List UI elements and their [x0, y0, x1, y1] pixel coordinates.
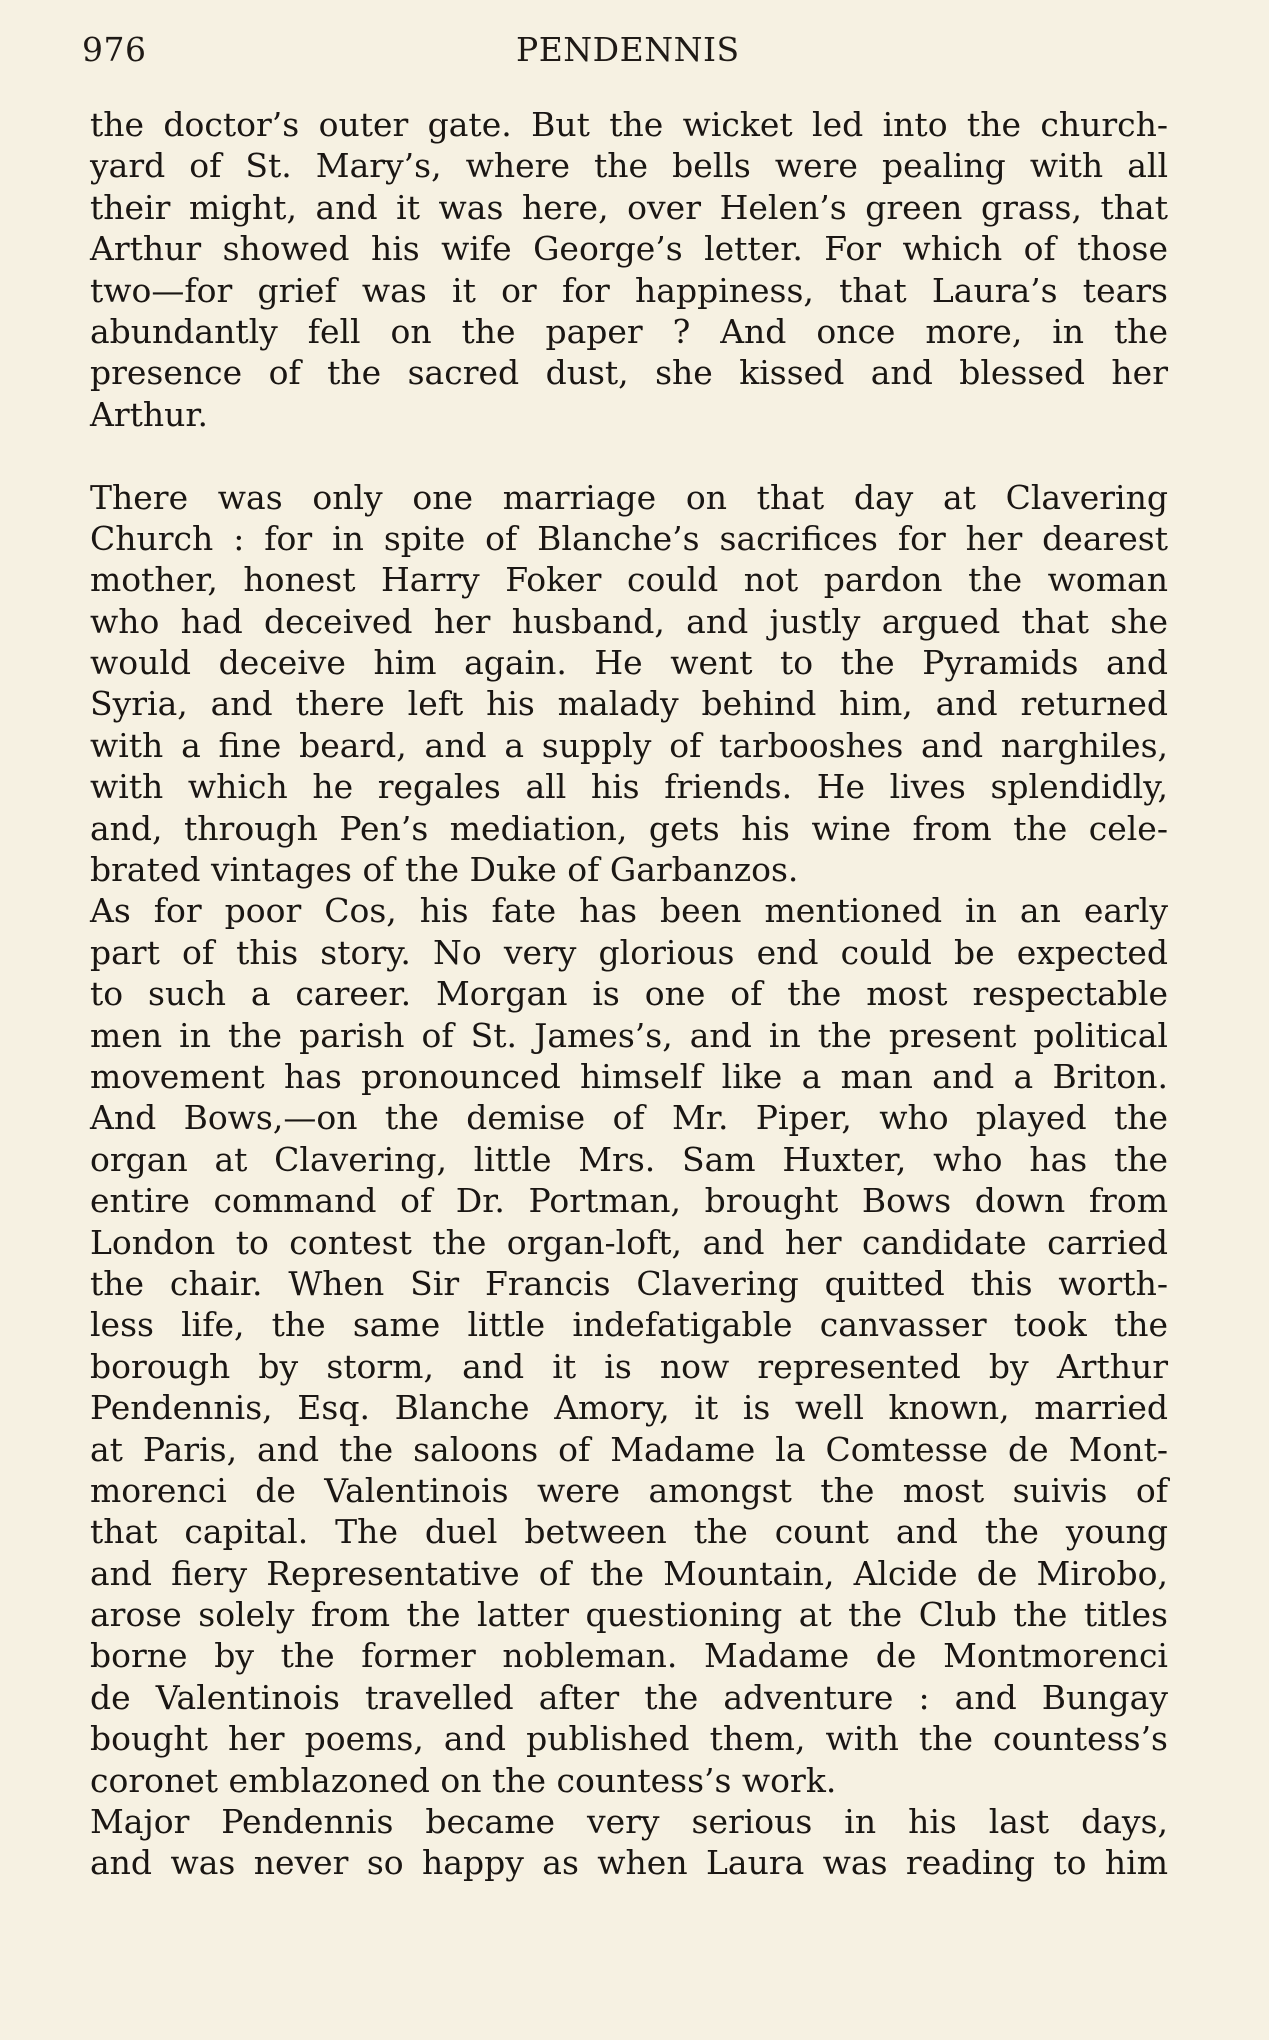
text-line: who had deceived her husband, and justly argued that she	[90, 601, 1168, 641]
text-line: As for poor Cos, his fate has been mentioned in an early	[90, 891, 1168, 931]
text-line: arose solely from the latter questioning at the Club the titles	[90, 1595, 1168, 1635]
text-line: the doctor’s outer gate. But the wicket led into the church-	[90, 105, 1168, 144]
text-line: There was only one marriage on that day at Clavering	[90, 477, 1168, 517]
text-line: Major Pendennis became very serious in his last days,	[90, 1802, 1168, 1842]
paragraph	[90, 477, 1168, 891]
text-line: movement has pronounced himself like a man and a Briton.	[90, 1056, 1168, 1096]
text-line: Arthur.	[90, 394, 209, 434]
text-line: coronet emblazoned on the countess’s work.	[90, 1760, 837, 1800]
text-line: part of this story. No very glorious end could be expected	[90, 932, 1168, 972]
text-line: and was never so happy as when Laura was reading to him	[90, 1843, 1168, 1883]
text-line: entire command of Dr. Portman, brought Bows down from	[90, 1181, 1168, 1221]
text-line: de Valentinois travelled after the adventure : and Bungay	[90, 1677, 1168, 1717]
text-line: yard of St. Mary’s, where the bells were pealing with all	[90, 146, 1168, 186]
text-line: at Paris, and the saloons of Madame la Comtesse de Mont-	[90, 1429, 1168, 1469]
text-line: London to contest the organ-loft, and her candidate carried	[90, 1222, 1168, 1262]
text-line: brated vintages of the Duke of Garbanzos.	[90, 850, 799, 890]
text-line: Arthur showed his wife George’s letter. For which of those	[90, 229, 1168, 269]
paragraph	[90, 890, 1168, 1801]
text-line: and fiery Representative of the Mountain, Alcide de Mirobo,	[90, 1553, 1168, 1593]
text-line: mother, honest Harry Foker could not pardon the woman	[90, 560, 1168, 600]
page-number: 976	[82, 30, 147, 69]
text-line: And Bows,—on the demise of Mr. Piper, who played the	[90, 1098, 1168, 1138]
text-line: abundantly fell on the paper ? And once more, in the	[90, 311, 1168, 351]
text-line: presence of the sacred dust, she kissed and blessed her	[90, 353, 1168, 393]
text-line: Syria, and there left his malady behind him, and returned	[90, 684, 1168, 724]
text-line: that capital. The duel between the count and the young	[90, 1512, 1168, 1552]
body-text	[90, 104, 1168, 1884]
paragraph-break	[90, 435, 1168, 476]
paragraph	[90, 104, 1168, 435]
text-line: morenci de Valentinois were amongst the most suivis of	[90, 1470, 1168, 1510]
text-line: would deceive him again. He went to the Pyramids and	[90, 643, 1168, 683]
text-line: their might, and it was here, over Helen’s green grass, that	[90, 187, 1168, 227]
text-line: the chair. When Sir Francis Clavering quitted this worth-	[90, 1263, 1168, 1303]
text-line: borough by storm, and it is now represented by Arthur	[90, 1346, 1168, 1386]
text-line: Church : for in spite of Blanche’s sacrifices for her dearest	[90, 518, 1168, 558]
running-head	[0, 24, 1269, 74]
text-line: men in the parish of St. James’s, and in the present political	[90, 1015, 1168, 1055]
text-line: with a fine beard, and a supply of tarbooshes and narghiles,	[90, 725, 1168, 765]
text-line: bought her poems, and published them, with the countess’s	[90, 1719, 1168, 1759]
text-line: less life, the same little indefatigable canvasser took the	[90, 1305, 1168, 1345]
text-line: to such a career. Morgan is one of the most respectable	[90, 974, 1168, 1014]
text-line: organ at Clavering, little Mrs. Sam Huxter, who has the	[90, 1139, 1168, 1179]
text-line: Pendennis, Esq. Blanche Amory, it is well known, married	[90, 1388, 1168, 1428]
text-line: and, through Pen’s mediation, gets his wine from the cele-	[90, 808, 1168, 848]
text-line: with which he regales all his friends. He lives splendidly,	[90, 767, 1168, 807]
paragraph	[90, 1801, 1168, 1884]
running-title: PENDENNIS	[516, 30, 740, 69]
text-line: two—for grief was it or for happiness, that Laura’s tears	[90, 270, 1168, 310]
text-line: borne by the former nobleman. Madame de Montmorenci	[90, 1636, 1168, 1676]
